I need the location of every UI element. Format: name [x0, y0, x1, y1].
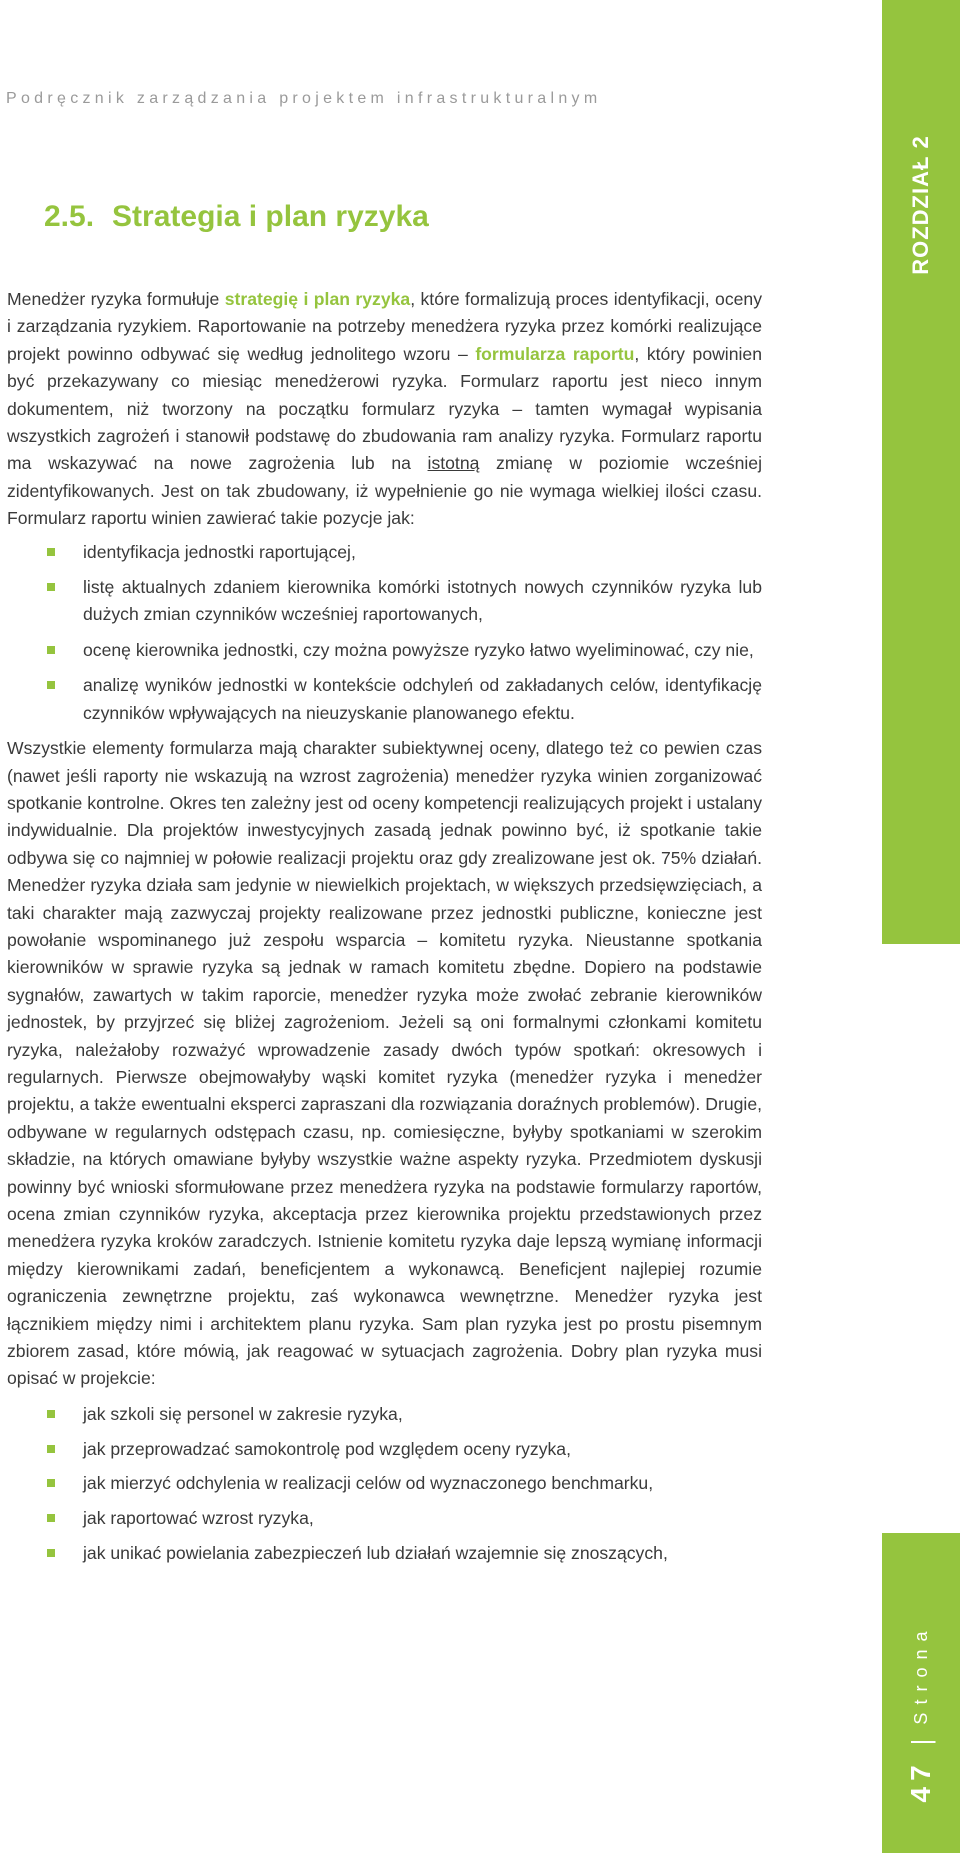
paragraph-text: , który powinien być przekazywany co miesiąc menedżerowi ryzyka. Formularz raportu jest nieco innym dokumentem, niż tworzony na początku formularz ryzyka – tamten wymagał wypisania wszystkich zagrożeń i stanowił podstawę do zbudowania ram analizy ryzyka. Formularz raportu ma wskazywać na nowe zagrożenia lub na — [7, 343, 762, 474]
paragraph-text: , które formalizują proces identyfikacji, oceny i zarządzania ryzykiem. Raportowanie na potrzeby menedżera ryzyka przez komórki realizujące projekt powinno odbywać się według jednolitego wzoru – — [7, 289, 762, 364]
bullet-square-icon — [47, 1445, 55, 1453]
list-item — [7, 1540, 762, 1567]
bullet-square-icon — [47, 681, 55, 689]
highlight-strategy: strategię i plan ryzyka — [224, 289, 411, 309]
list-item — [7, 1401, 762, 1428]
bullet-square-icon — [47, 548, 55, 556]
section-title — [44, 200, 429, 234]
list-item-text: jak szkoli się personel w zakresie ryzyka, — [83, 1403, 403, 1424]
list-item — [7, 574, 762, 629]
bullet-square-icon — [47, 1549, 55, 1557]
paragraph-text: zmianę w poziomie wcześniej zidentyfikowanych. Jest on tak zbudowany, iż wypełnienie go nie wymaga wielkiej ilości czasu. Formularz raportu winien zawierać takie pozycje jak: — [7, 453, 762, 529]
risk-plan-list — [7, 1401, 762, 1568]
paragraph-text: Menedżer ryzyka formułuje — [7, 289, 225, 309]
list-item — [7, 1505, 762, 1532]
page-label — [905, 1624, 937, 1803]
highlight-report-form: formularza raportu — [475, 343, 635, 364]
list-item-text: identyfikacja jednostki raportującej, — [83, 541, 356, 562]
bullet-square-icon — [47, 1514, 55, 1522]
report-items-list — [7, 539, 762, 727]
list-item-text: ocenę kierownika jednostki, czy można powyższe ryzyko łatwo wyeliminować, czy nie, — [83, 639, 754, 660]
page-word: Strona — [910, 1623, 931, 1725]
list-item-text: listę aktualnych zdaniem kierownika komórki istotnych nowych czynników ryzyka lub dużych zmian czynników wcześniej raportowanych, — [83, 577, 762, 625]
page-tab — [882, 1533, 960, 1853]
running-header: Podręcznik zarządzania projektem infrastrukturalnym — [6, 90, 602, 107]
section-number: 2.5. — [44, 200, 95, 233]
list-item — [7, 1436, 762, 1463]
paragraph-main: Wszystkie elementy formularza mają charakter subiektywnej oceny, dlatego też co pewien czas (nawet jeśli raporty nie wskazują na wzrost zagrożenia) menedżer ryzyka winien zorganizować spotkanie kontrolne. Okres ten zależny jest od oceny kompetencji realizujących projekt i ustalany indywidualnie. Dla projektów inwestycyjnych zasadą jednak powinno być, iż spotkanie takie odbywa się co najmniej w połowie realizacji projektu oraz gdy zrealizowane jest ok. 75% działań. Menedżer ryzyka działa sam jedynie w niewielkich projektach, w większych przedsięwzięciach, a taki charakter mają zazwyczaj projekty realizowane przez jednostki publiczne, konieczne jest powołanie wspominanego już zespołu wsparcia – komitetu ryzyka. Nieustanne spotkania kierowników w sprawie ryzyka są jednak w ramach komitetu zbędne. Dopiero na podstawie sygnałów, zawartych w takim raporcie, menedżer ryzyka może zwołać zebranie kierowników jednostek, by przyjrzeć się bliżej zagrożeniom. Jeżeli są oni formalnymi członkami komitetu ryzyka, należałoby rozważyć wprowadzenie zasady dwóch typów spotkań: okresowych i regularnych. Pierwsze obejmowałyby wąski komitet ryzyka (menedżer ryzyka i menedżer projektu, a także ewentualni eksperci zapraszani dla rozwiązania doraźnych problemów). Drugie, odbywane w regularnych odstępach czasu, np. comiesięczne, byłyby spotkaniami w szerokim składzie, na których omawiane byłyby wszystkie ważne aspekty ryzyka. Przedmiotem dyskusji powinny być wnioski sformułowane przez menedżera ryzyka na podstawie formularzy raportów, ocena zmian czynników ryzyka, akceptacja przez kierownika projektu przedstawionych przez menedżera ryzyka kroków zaradczych. Istnienie komitetu ryzyka daje lepszą wymianę informacji między kierownikami zadań, beneficjentem a wykonawcą. Beneficjent najlepiej rozumie ograniczenia zewnętrzne projektu, zaś wykonawca wewnętrzne. Menedżer ryzyka jest łącznikiem między nimi i architektem planu ryzyka. Sam plan ryzyka jest po prostu pisemnym zbiorem zasad, które mówią, jak reagować w sytuacjach zagrożenia. Dobry plan ryzyka musi opisać w projekcie: — [7, 738, 762, 1389]
chapter-tab — [882, 0, 960, 944]
bullet-square-icon — [47, 646, 55, 654]
list-item — [7, 1470, 762, 1497]
list-item-text: jak unikać powielania zabezpieczeń lub działań wzajemnie się znoszących, — [83, 1543, 668, 1564]
list-item — [7, 539, 762, 566]
bullet-square-icon — [47, 1410, 55, 1418]
paragraph-intro — [7, 286, 762, 533]
list-item-text: jak raportować wzrost ryzyka, — [83, 1508, 314, 1529]
bullet-square-icon — [47, 583, 55, 591]
section-title-text: Strategia i plan ryzyka — [112, 200, 429, 233]
page-separator: | — [905, 1738, 936, 1746]
list-item — [7, 637, 762, 664]
list-item-text: jak mierzyć odchylenia w realizacji celów od wyznaczonego benchmarku, — [83, 1473, 654, 1494]
list-item-text: analizę wyników jednostki w kontekście odchyleń od zakładanych celów, identyfikację czynników wpływających na nieuzyskanie planowanego efektu. — [83, 675, 762, 723]
body-content — [7, 286, 762, 1575]
page-number: 47 — [905, 1759, 936, 1803]
list-item-text: jak przeprowadzać samokontrolę pod względem oceny ryzyka, — [83, 1438, 571, 1459]
list-item — [7, 672, 762, 727]
bullet-square-icon — [47, 1479, 55, 1487]
underlined-word: istotną — [427, 453, 480, 474]
chapter-label: ROZDZIAŁ 2 — [908, 135, 933, 275]
